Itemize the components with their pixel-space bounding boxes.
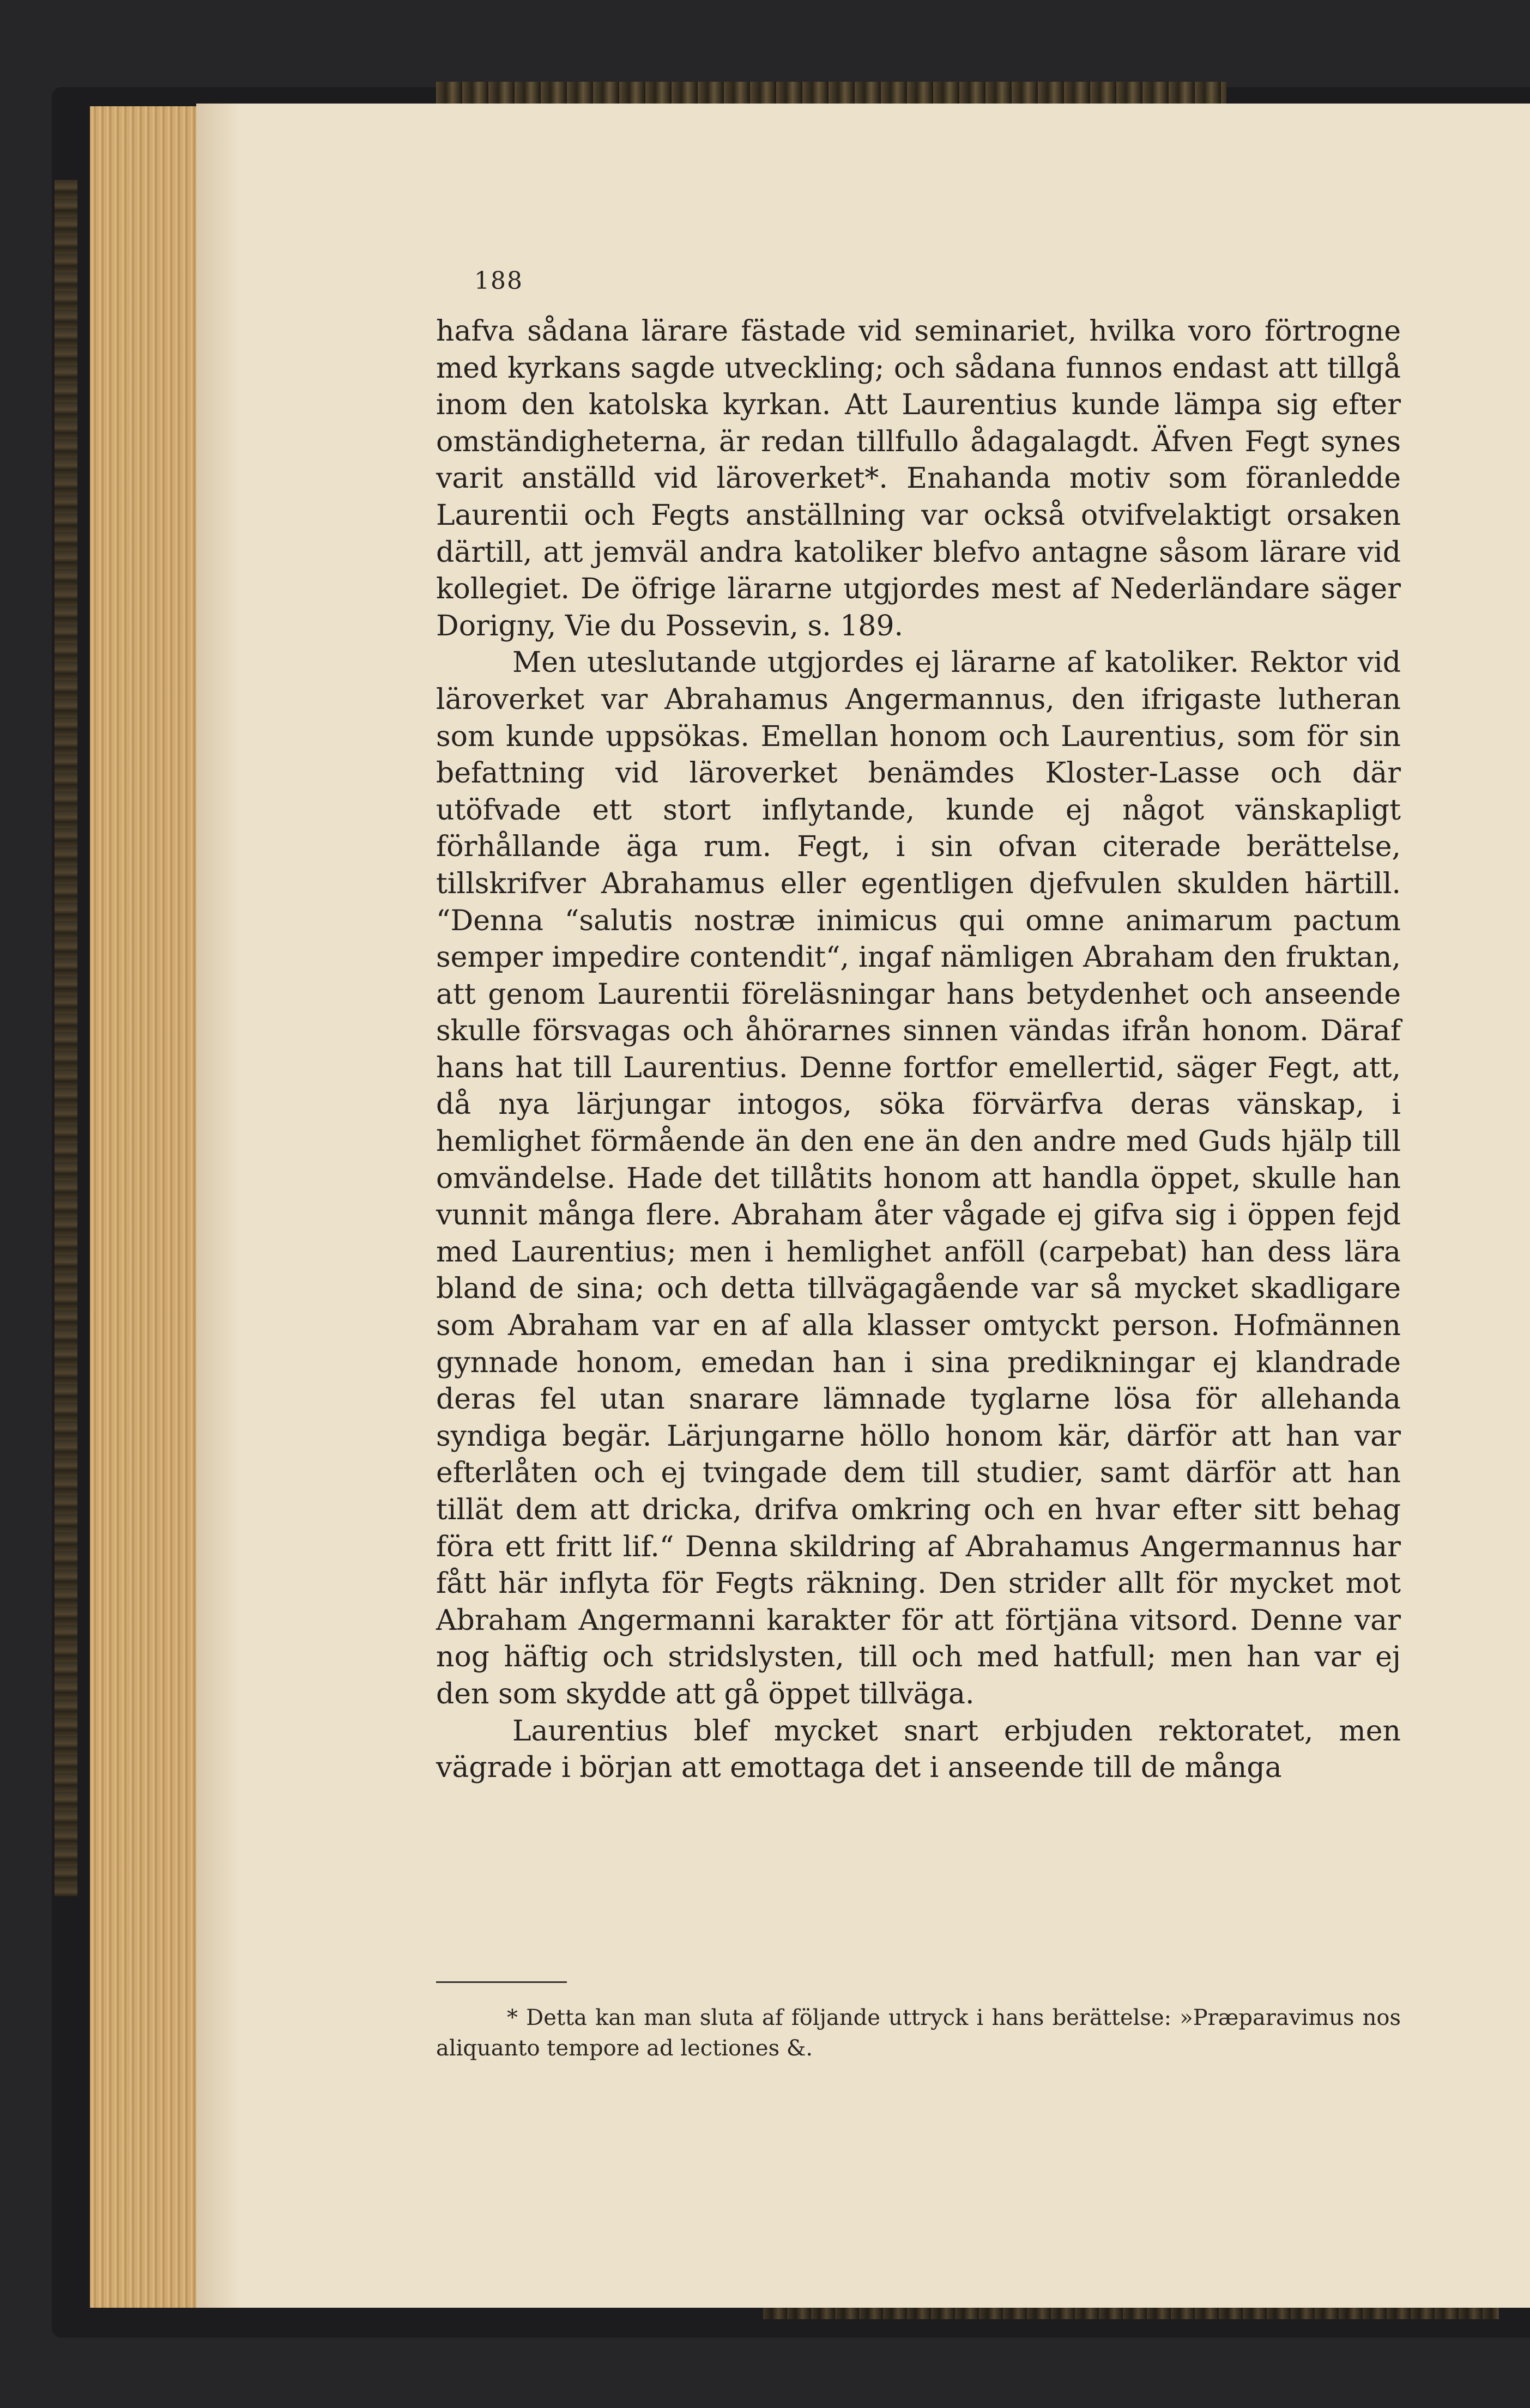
top-edge-band: [436, 82, 1226, 104]
body-text: [436, 313, 1401, 1787]
page-number: 188: [474, 267, 523, 295]
cover-edge-decoration: [55, 180, 77, 1896]
paragraph-2: Men uteslutande utgjordes ej lärarne af katoliker. Rektor vid läroverket var Abrahamus Angermannus, den ifrigaste lutheran som kunde uppsökas. Emellan honom och Laurentius, som för sin befattning vid läroverket benämdes Kloster-Lasse och där utöfvade ett stort inflytande, kunde ej något vänskapligt förhållande äga rum. Fegt, i sin ofvan citerade berättelse, tillskrifver Abrahamus eller egentligen djefvulen skulden härtill. “Denna “salutis nostræ inimicus qui omne animarum pactum semper impedire contendit“, ingaf nämligen Abraham den fruktan, att genom Laurentii föreläsningar hans betydenhet och anseende skulle försvagas och åhörarnes sinnen vändas ifrån honom. Däraf hans hat till Laurentius. Denne fortfor emellertid, säger Fegt, att, då nya lärjungar intogos, söka förvärfva deras vänskap, i hemlighet förmående än den ene än den andre med Guds hjälp till omvändelse. Hade det tillåtits honom att handla öppet, skulle han vunnit många flere. Abraham åter vågade ej gifva sig i öppen fejd med Laurentius; men i hemlighet anföll (carpebat) han dess lära bland de sina; och detta tillvägagående var så mycket skadligare som Abraham var en af alla klasser omtyckt person. Hofmännen gynnade honom, emedan han i sina predikningar ej klandrade deras fel utan snarare lämnade tyglarne lösa för allehanda syndiga begär. Lärjungarne höllo honom kär, därför att han var efterlåten och ej tvingade dem till studier, samt därför att han tillät dem att dricka, drifva omkring och en hvar efter sitt behag föra ett fritt lif.“ Denna skildring af Abrahamus Angermannus har fått här inflyta för Fegts räkning. Den strider allt för mycket mot Abraham Angermanni karakter för att förtjäna vitsord. Denne var nog häftig och stridslysten, till och med hatfull; men han var ej den som skydde att gå öppet tillväga.: [436, 646, 1401, 1711]
page-stack-edge: [90, 106, 199, 2308]
paragraph-3: Laurentius blef mycket snart erbjuden rektoratet, men vägrade i början att emottaga det i anseende till de många: [436, 1714, 1401, 1785]
paragraph-1: hafva sådana lärare fästade vid seminariet, hvilka voro förtrogne med kyrkans sagde utveckling; och sådana funnos endast att tillgå inom den katolska kyrkan. Att Laurentius kunde lämpa sig efter omständigheterna, är redan tillfullo ådagalagdt. Äfven Fegt synes varit anställd vid läroverket*. Enahanda motiv som föranledde Laurentii och Fegts anställning var också otvifvelaktigt orsaken därtill, att jemväl andra katoliker blefvo antagne såsom lärare vid kollegiet. De öfrige lärarne utgjordes mest af Nederländare säger Dorigny, Vie du Possevin, s. 189.: [436, 315, 1401, 642]
footnote-divider: [436, 1981, 567, 1983]
footnote: * Detta kan man sluta af följande uttryck i hans berättelse: »Præparavimus nos aliquanto tempore ad lectiones &.: [436, 2005, 1401, 2061]
